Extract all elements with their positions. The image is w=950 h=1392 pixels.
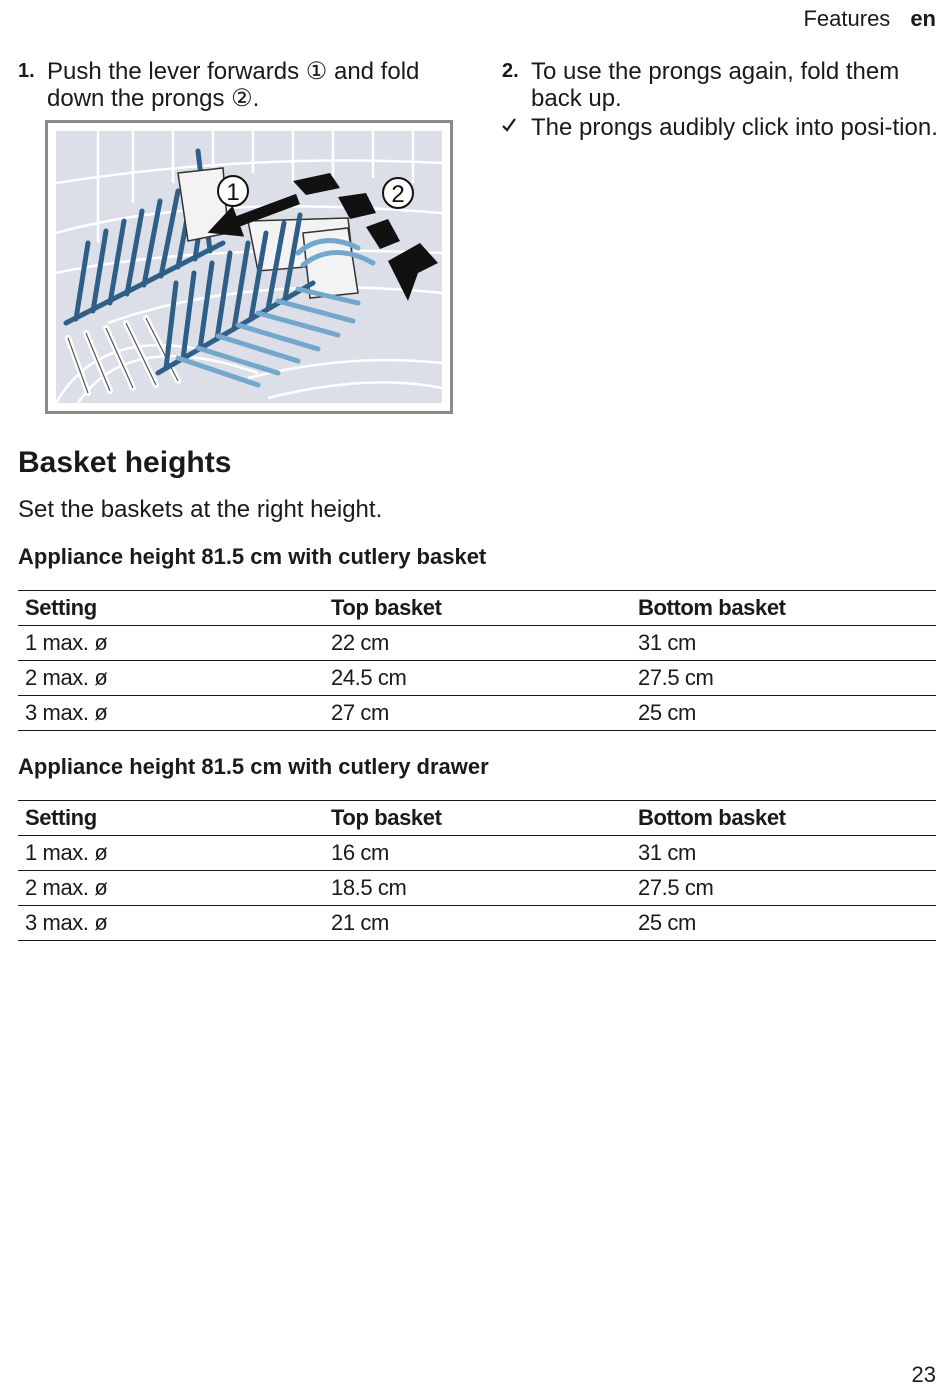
section-title: Basket heights xyxy=(18,446,232,479)
prong-illustration xyxy=(45,120,453,414)
instruction-step-2 xyxy=(502,58,942,112)
instruction-result xyxy=(502,114,942,141)
top-basket-cell: 16 cm xyxy=(324,836,631,871)
basket-height-table-cutlery-basket xyxy=(18,590,936,731)
checkmark-icon xyxy=(502,114,516,141)
step-text: Push the lever forwards ① and fold down the prongs ②. xyxy=(47,58,420,112)
bottom-basket-cell: 27.5 cm xyxy=(631,661,936,696)
top-basket-cell: 24.5 cm xyxy=(324,661,631,696)
bottom-basket-cell: 31 cm xyxy=(631,626,936,661)
column-header-top-basket: Top basket xyxy=(324,591,631,626)
column-header-setting: Setting xyxy=(18,591,324,626)
column-header-top-basket: Top basket xyxy=(324,801,631,836)
page-number: 23 xyxy=(911,1362,936,1387)
setting-cell: 3 max. ø xyxy=(18,696,324,731)
result-text: The prongs audibly click into posi-tion. xyxy=(531,114,938,141)
column-header-bottom-basket: Bottom basket xyxy=(631,591,936,626)
top-basket-cell: 21 cm xyxy=(324,906,631,941)
basket-height-table-cutlery-drawer xyxy=(18,800,936,941)
bottom-basket-cell: 25 cm xyxy=(631,696,936,731)
bottom-basket-cell: 31 cm xyxy=(631,836,936,871)
table-title-cutlery-drawer: Appliance height 81.5 cm with cutlery drawer xyxy=(18,754,489,779)
table-row xyxy=(18,871,936,906)
table-row xyxy=(18,836,936,871)
setting-cell: 1 max. ø xyxy=(18,626,324,661)
top-basket-cell: 22 cm xyxy=(324,626,631,661)
instruction-step-1 xyxy=(18,58,463,112)
table-row xyxy=(18,696,936,731)
section-intro: Set the baskets at the right height. xyxy=(18,496,383,523)
table-row xyxy=(18,906,936,941)
header-section-label: Features xyxy=(803,6,891,31)
column-header-bottom-basket: Bottom basket xyxy=(631,801,936,836)
table-header-row xyxy=(18,801,936,836)
page-header xyxy=(803,6,936,32)
table-header-row xyxy=(18,591,936,626)
table-row xyxy=(18,626,936,661)
callout-2: 2 xyxy=(391,181,405,208)
setting-cell: 2 max. ø xyxy=(18,661,324,696)
header-language-code: en xyxy=(910,6,936,31)
top-basket-cell: 27 cm xyxy=(324,696,631,731)
setting-cell: 1 max. ø xyxy=(18,836,324,871)
top-basket-cell: 18.5 cm xyxy=(324,871,631,906)
callout-1: 1 xyxy=(226,179,240,206)
table-row xyxy=(18,661,936,696)
setting-cell: 3 max. ø xyxy=(18,906,324,941)
step-number: 1. xyxy=(18,60,35,82)
bottom-basket-cell: 25 cm xyxy=(631,906,936,941)
step-number: 2. xyxy=(502,60,519,82)
setting-cell: 2 max. ø xyxy=(18,871,324,906)
bottom-basket-cell: 27.5 cm xyxy=(631,871,936,906)
column-header-setting: Setting xyxy=(18,801,324,836)
step-text: To use the prongs again, fold them back up. xyxy=(531,58,900,112)
table-title-cutlery-basket: Appliance height 81.5 cm with cutlery basket xyxy=(18,544,487,569)
